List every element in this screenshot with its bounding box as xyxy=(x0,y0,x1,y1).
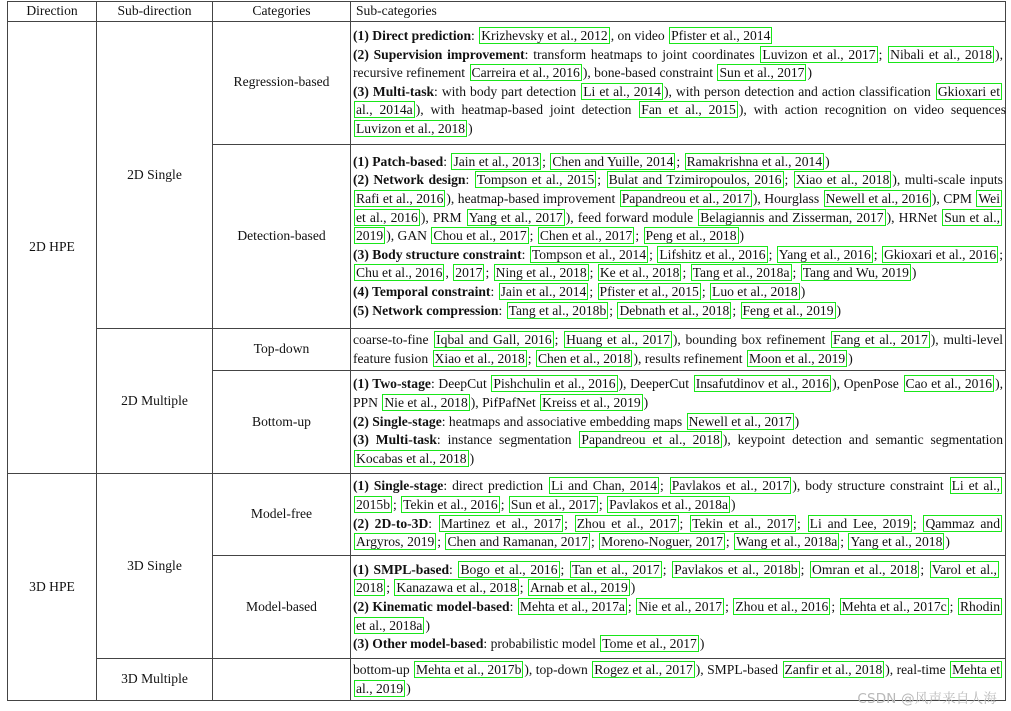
citation-link[interactable]: Insafutdinov et al., 2016 xyxy=(695,376,830,392)
subcategory-entry: coarse-to-fine Iqbal and Gall, 2016 ; Huang et al., 2017 ), bounding box refinement Fang et al., 2017 ), multi-level feature fusion Xiao et al., 2018 ; Chen et al., 2018 ), results refinement Moon et al., 2019 ) xyxy=(353,331,1004,366)
citation-link[interactable]: Luvizon et al., 2017 xyxy=(762,46,876,62)
subcategory-heading: (5) Network compression xyxy=(353,302,499,318)
subcategory-heading: (1) Two-stage xyxy=(353,376,431,392)
citation-link[interactable]: Chen and Yuille, 2014 xyxy=(552,153,674,169)
subcategory-entry: bottom-up Mehta et al., 2017b ), top-down Rogez et al., 2017 ), SMPL-based Zanfir et al., 2018 ), real-time Mehta et al., 2019 ) xyxy=(353,661,1001,696)
subcategory-entry: (2) 2D-to-3D: Martinez et al., 2017 ; Zhou et al., 2017 ; Tekin et al., 2017 ; Li and Lee, 2019 ; Qammaz and Argyros, 2019 ; Chen and Ramanan, 2017 ; Moreno-Noguer, 2017 ; Wang et al., 2018a ; Yang et al., 2018 ) xyxy=(353,515,1000,550)
citation-link[interactable]: Li et al., 2014 xyxy=(583,83,661,99)
citation-link[interactable]: Kreiss et al., 2019 xyxy=(542,394,641,410)
category-bottom-up: Bottom-up xyxy=(213,370,351,473)
citation-link[interactable]: Tekin et al., 2016 xyxy=(403,496,498,512)
citation-link[interactable]: Tome et al., 2017 xyxy=(602,636,697,652)
watermark: CSDN @风声来自人海 xyxy=(857,691,997,707)
citation-link[interactable]: Pfister et al., 2014 xyxy=(671,27,771,43)
subcategory-heading: (1) Direct prediction xyxy=(353,27,472,43)
subcategory-entry: (1) Direct prediction: Krizhevsky et al., 2012 , on video Pfister et al., 2014 xyxy=(353,27,771,43)
category-regression-based: Regression-based xyxy=(213,21,351,144)
citation-link[interactable]: Luo et al., 2018 xyxy=(712,283,798,299)
subcategory-entry: (3) Multi-task: with body part detection Li et al., 2014 ), with person detection and action classification Gkioxari et al., 2014a ), with heatmap-based joint detection Fan et al., 2015 ), with action recognition on video sequences Luvizon et al., 2018 ) xyxy=(353,83,1006,136)
subcategory-entry: (1) Patch-based: Jain et al., 2013 ; Chen and Yuille, 2014 ; Ramakrishna et al., 2014 ) xyxy=(353,153,830,169)
citation-link[interactable]: Mehta et al., 2017b xyxy=(416,661,522,677)
citation-link[interactable]: Fang et al., 2017 xyxy=(833,331,928,347)
citation-link[interactable]: Ning et al., 2018 xyxy=(495,265,587,281)
citation-link[interactable]: Gkioxari et al., 2016 xyxy=(883,246,997,262)
subcategory-entry: (2) Network design: Tompson et al., 2015 ; Bulat and Tzimiropoulos, 2016 ; Xiao et al., 2018 ), multi-scale inputs Rafi et al., 2016 ), heatmap-based improvement Papandreou et al., 2017 ), Hourglass Newell et al., 2016 ), CPM Wei et al., 2016 ), PRM Yang et al., 2017 ), feed forward module Belagiannis and Zisserman, 2017 ), HRNet Sun et al., 2019 ), GAN Chou et al., 2017 ; Chen et al., 2017 ; Peng et al., 2018 ) xyxy=(353,172,1003,244)
citation-link[interactable]: Chen et al., 2017 xyxy=(539,228,633,244)
subcategory-heading: (2) 2D-to-3D xyxy=(353,515,429,531)
citation-link[interactable]: Chou et al., 2017 xyxy=(433,228,527,244)
citation-link[interactable]: Li and Lee, 2019 xyxy=(809,515,910,531)
citation-link[interactable]: Qammaz and Argyros, 2019 xyxy=(356,515,1000,550)
subdirection-3d-multiple: 3D Multiple xyxy=(97,659,213,701)
citation-link[interactable]: Ke et al., 2018 xyxy=(599,265,680,281)
citation-link[interactable]: Wang et al., 2018a xyxy=(736,534,838,550)
subcategories-model-based xyxy=(351,556,1006,659)
citation-link[interactable]: Feng et al., 2019 xyxy=(742,302,834,318)
subcategory-heading: (2) Supervision improvement xyxy=(353,46,525,62)
subcategory-entry: (2) Supervision improvement: transform heatmaps to joint coordinates Luvizon et al., 2017 ; Nibali et al., 2018 ), recursive refinement Carreira et al., 2016 ), bone-based constraint Sun et al., 2017 ) xyxy=(353,46,1003,81)
subcategories-model-free xyxy=(351,473,1006,556)
subcategory-entry: (1) Two-stage: DeepCut Pishchulin et al., 2016 ), DeeperCut Insafutdinov et al., 2016 ), OpenPose Cao et al., 2016 ), PPN Nie et al., 2018 ), PifPafNet Kreiss et al., 2019 ) xyxy=(353,376,1004,410)
citation-link[interactable]: Rhodin et al., 2018a xyxy=(356,598,1001,633)
citation-link[interactable]: Tang et al., 2018b xyxy=(508,302,607,318)
citation-link[interactable]: Lifshitz et al., 2016 xyxy=(659,246,766,262)
citation-link[interactable]: Debnath et al., 2018 xyxy=(619,302,730,318)
citation-link[interactable]: Peng et al., 2018 xyxy=(645,228,737,244)
citation-link[interactable]: Gkioxari et al., 2014a xyxy=(356,83,1000,118)
category-empty xyxy=(213,659,351,701)
citation-link[interactable]: Fan et al., 2015 xyxy=(641,102,736,118)
subcategory-entry: (1) SMPL-based: Bogo et al., 2016 ; Tan et al., 2017 ; Pavlakos et al., 2018b ; Omran et al., 2018 ; Varol et al., 2018 ; Kanazawa et al., 2018 ; Arnab et al., 2019 ) xyxy=(353,561,997,596)
citation-link[interactable]: Pfister et al., 2015 xyxy=(599,283,699,299)
citation-link[interactable]: Omran et al., 2018 xyxy=(812,561,918,577)
citation-link[interactable]: Nie et al., 2018 xyxy=(384,394,468,410)
subcategory-heading: (1) SMPL-based xyxy=(353,561,450,577)
subcategories-bottom-up xyxy=(351,370,1006,473)
direction-2d-hpe: 2D HPE xyxy=(8,21,97,473)
subcategory-heading: (4) Temporal constraint xyxy=(353,283,491,299)
subdirection-2d-single: 2D Single xyxy=(97,21,213,329)
citation-link[interactable]: Tan et al., 2017 xyxy=(571,561,660,577)
subcategory-entry: (3) Body structure constraint: Tompson et al., 2014 ; Lifshitz et al., 2016 ; Yang et al., 2016 ; Gkioxari et al., 2016 ; Chu et al., 2016 , 2017 ; Ning et al., 2018 ; Ke et al., 2018 ; Tang et al., 2018a ; Tang and Wu, 2019 ) xyxy=(353,246,1003,281)
header-sub-categories: Sub-categories xyxy=(351,2,1006,22)
citation-link[interactable]: Wei et al., 2016 xyxy=(356,190,1000,225)
citation-link[interactable]: Newell et al., 2017 xyxy=(688,413,792,429)
citation-link[interactable]: Newell et al., 2016 xyxy=(825,190,929,206)
citation-link[interactable]: Huang et al., 2017 xyxy=(566,331,670,347)
citation-link[interactable]: Chu et al., 2016 xyxy=(356,265,443,281)
table-row xyxy=(8,659,1006,701)
citation-link[interactable]: Pishchulin et al., 2016 xyxy=(493,376,616,392)
citation-link[interactable]: Martinez et al., 2017 xyxy=(440,515,562,531)
category-model-free: Model-free xyxy=(213,473,351,556)
subcategories-detection xyxy=(351,144,1006,328)
category-top-down: Top-down xyxy=(213,329,351,371)
subcategory-heading: (1) Patch-based xyxy=(353,153,444,169)
citation-link[interactable]: Rafi et al., 2016 xyxy=(356,190,444,206)
subcategory-entry: (5) Network compression: Tang et al., 2018b ; Debnath et al., 2018 ; Feng et al., 2019 ) xyxy=(353,302,842,318)
citation-link[interactable]: Zhou et al., 2017 xyxy=(576,515,677,531)
table-row xyxy=(8,473,1006,556)
citation-link[interactable]: Zhou et al., 2016 xyxy=(735,598,829,614)
citation-link[interactable]: Jain et al., 2014 xyxy=(500,283,587,299)
citation-link[interactable]: Li and Chan, 2014 xyxy=(551,478,657,494)
citation-link[interactable]: Yang et al., 2018 xyxy=(850,534,943,550)
citation-link[interactable]: Li et al., 2015b xyxy=(356,478,1001,512)
citation-link[interactable]: Arnab et al., 2019 xyxy=(529,580,628,596)
citation-link[interactable]: 2017 xyxy=(455,265,483,281)
header-sub-direction: Sub-direction xyxy=(97,2,213,22)
direction-3d-hpe: 3D HPE xyxy=(8,473,97,700)
subdirection-3d-single: 3D Single xyxy=(97,473,213,658)
citation-link[interactable]: Kanazawa et al., 2018 xyxy=(396,580,517,596)
citation-link[interactable]: Varol et al., 2018 xyxy=(356,561,997,596)
citation-link[interactable]: Xiao et al., 2018 xyxy=(434,350,525,366)
subcategory-heading: (3) Body structure constraint xyxy=(353,246,522,262)
citation-link[interactable]: Cao et al., 2016 xyxy=(905,376,993,392)
hpe-taxonomy-table xyxy=(7,1,1006,701)
citation-link[interactable]: Kocabas et al., 2018 xyxy=(356,450,467,466)
citation-link[interactable]: Luvizon et al., 2018 xyxy=(356,120,466,136)
citation-link[interactable]: Pavlakos et al., 2018b xyxy=(674,561,798,577)
subcategories-top-down xyxy=(351,329,1006,371)
subcategory-entry: (3) Other model-based: probabilistic model Tome et al., 2017 ) xyxy=(353,636,705,652)
citation-link[interactable]: Belagiannis and Zisserman, 2017 xyxy=(700,209,884,225)
subcategory-entry: (3) Multi-task: instance segmentation Papandreou et al., 2018 ), keypoint detection and semantic segmentation Kocabas et al., 2018 ) xyxy=(353,432,1003,466)
subcategory-heading: (2) Kinematic model-based xyxy=(353,598,510,614)
citation-link[interactable]: Papandreou et al., 2018 xyxy=(581,432,720,448)
citation-link[interactable]: Krizhevsky et al., 2012 xyxy=(481,27,608,43)
citation-link[interactable]: Sun et al., 2019 xyxy=(356,209,1001,244)
subdirection-2d-multiple: 2D Multiple xyxy=(97,329,213,474)
citation-link[interactable]: Yang et al., 2016 xyxy=(778,246,871,262)
citation-link[interactable]: Moon et al., 2019 xyxy=(748,350,846,366)
citation-link[interactable]: Papandreou et al., 2017 xyxy=(621,190,750,206)
citation-link[interactable]: Sun et al., 2017 xyxy=(510,496,596,512)
citation-link[interactable]: Bogo et al., 2016 xyxy=(460,561,558,577)
citation-link[interactable]: Chen et al., 2018 xyxy=(537,350,631,366)
citation-link[interactable]: Yang et al., 2017 xyxy=(468,209,563,225)
citation-link[interactable]: Pavlakos et al., 2018a xyxy=(609,496,728,512)
citation-link[interactable]: Pavlakos et al., 2017 xyxy=(671,478,790,494)
subcategory-entry: (4) Temporal constraint: Jain et al., 2014 ; Pfister et al., 2015 ; Luo et al., 2018 ) xyxy=(353,283,806,299)
citation-link[interactable]: Tompson et al., 2014 xyxy=(531,246,647,262)
subcategory-heading: (1) Single-stage xyxy=(353,478,444,494)
citation-link[interactable]: Moreno-Noguer, 2017 xyxy=(601,534,723,550)
header-categories: Categories xyxy=(213,2,351,22)
table-row xyxy=(8,329,1006,371)
citation-link[interactable]: Mehta et al., 2017c xyxy=(841,598,947,614)
citation-link[interactable]: Nibali et al., 2018 xyxy=(890,46,993,62)
citation-link[interactable]: Rogez et al., 2017 xyxy=(594,661,693,677)
subcategory-heading: (2) Single-stage xyxy=(353,413,442,429)
citation-link[interactable]: Mehta et al., 2019 xyxy=(356,661,1001,696)
citation-link[interactable]: Tang and Wu, 2019 xyxy=(802,265,909,281)
survey-table-wrapper xyxy=(7,1,1005,701)
header-row xyxy=(8,2,1006,22)
citation-link[interactable]: Xiao et al., 2018 xyxy=(795,172,890,188)
subcategory-heading: (2) Network design xyxy=(353,172,466,188)
header-direction: Direction xyxy=(8,2,97,22)
citation-link[interactable]: Tang et al., 2018a xyxy=(692,265,790,281)
citation-link[interactable]: Iqbal and Gall, 2016 xyxy=(436,331,552,347)
category-detection-based: Detection-based xyxy=(213,144,351,328)
category-model-based: Model-based xyxy=(213,556,351,659)
citation-link[interactable]: Sun et al., 2017 xyxy=(719,65,805,81)
citation-link[interactable]: Bulat and Tzimiropoulos, 2016 xyxy=(608,172,782,188)
citation-link[interactable]: Ramakrishna et al., 2014 xyxy=(686,153,823,169)
citation-link[interactable]: Chen and Ramanan, 2017 xyxy=(447,534,588,550)
subcategories-regression xyxy=(351,21,1006,144)
subcategory-entry: (2) Kinematic model-based: Mehta et al., 2017a ; Nie et al., 2017 ; Zhou et al., 2016 ; Mehta et al., 2017c ; Rhodin et al., 2018a ) xyxy=(353,598,1001,633)
citation-link[interactable]: Zanfir et al., 2018 xyxy=(784,661,883,677)
subcategory-entry: (2) Single-stage: heatmaps and associative embedding maps Newell et al., 2017 ) xyxy=(353,413,800,429)
citation-link[interactable]: Tekin et al., 2017 xyxy=(692,515,795,531)
citation-link[interactable]: Jain et al., 2013 xyxy=(453,153,540,169)
citation-link[interactable]: Nie et al., 2017 xyxy=(638,598,723,614)
subcategory-heading: (3) Multi-task xyxy=(353,432,437,448)
subcategory-heading: (3) Multi-task xyxy=(353,83,435,99)
subcategory-heading: (3) Other model-based xyxy=(353,636,484,652)
citation-link[interactable]: Carreira et al., 2016 xyxy=(471,65,580,81)
subcategory-entry: (1) Single-stage: direct prediction Li and Chan, 2014 ; Pavlakos et al., 2017 ), body structure constraint Li et al., 2015b ; Tekin et al., 2016 ; Sun et al., 2017 ; Pavlakos et al., 2018a ) xyxy=(353,478,1001,512)
table-row xyxy=(8,21,1006,144)
citation-link[interactable]: Mehta et al., 2017a xyxy=(519,598,625,614)
citation-link[interactable]: Tompson et al., 2015 xyxy=(476,172,595,188)
